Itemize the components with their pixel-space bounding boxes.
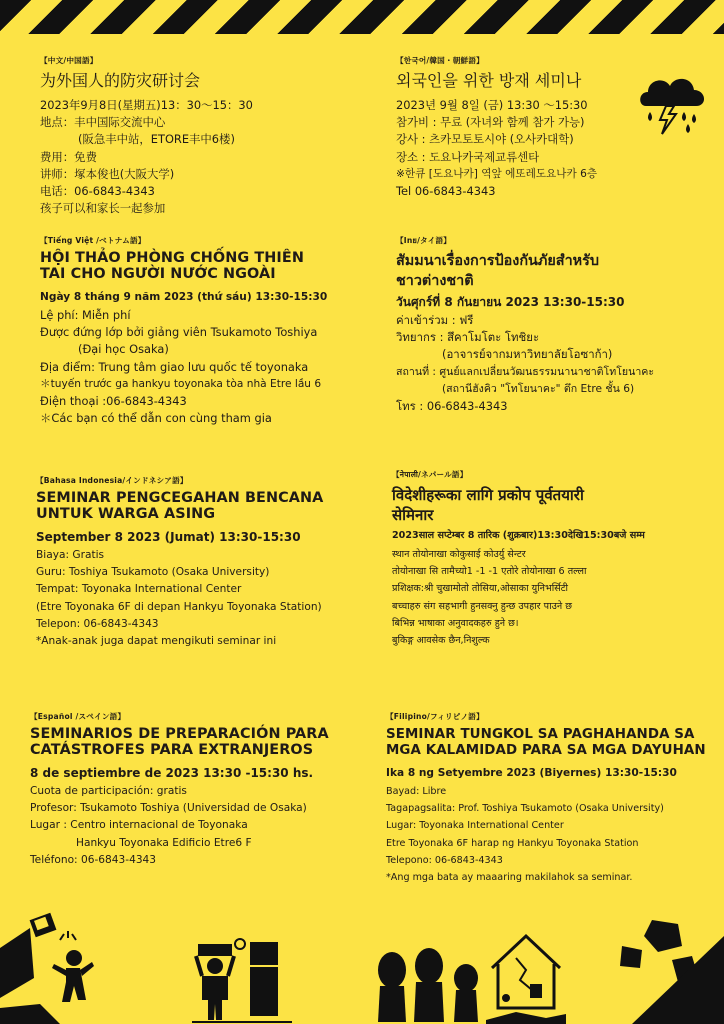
- section-spanish: [30, 712, 378, 869]
- section-filipino: [386, 712, 716, 886]
- event-datetime: September 8 2023 (Jumat) 13:30-15:30: [36, 530, 301, 544]
- section-indonesian: [36, 476, 376, 650]
- section-title-line-2: सेमिनार: [392, 506, 434, 524]
- phone-line: Teléfono: 06-6843-4343: [30, 853, 157, 866]
- children-note: *Anak-anak juga dapat mengikuti seminar ini: [36, 635, 277, 648]
- hazard-stripe-banner: [0, 0, 724, 34]
- venue-detail-line: ※한큐 [도요나카] 역앞 에또레도요나카 6층: [396, 167, 598, 180]
- venue-line: स्थान तोयोनाखा कोकुसाई कोउर्यु सेन्टर: [392, 549, 526, 560]
- venue-line: 장소 : 도요나카국제교류센타: [396, 149, 540, 164]
- earthquake-falling-objects-icon: [0, 908, 110, 1024]
- event-datetime: 2023年9月8日(星期五)13：30～15：30: [40, 98, 253, 112]
- section-vietnamese: [40, 236, 370, 427]
- venue-detail-line: (Etre Toyonaka 6F di depan Hankyu Toyonaka Station): [36, 600, 322, 613]
- venue-detail-line: (สถานีฮังคิว "โทโยนาคะ" ตึก Etre ชั้น 6): [442, 382, 635, 395]
- falling-rocks-icon: [612, 916, 724, 1024]
- venue-line: Địa điểm: Trung tâm giao lưu quốc tế toyonaka: [40, 359, 309, 374]
- fee-line: बुकिङ्ग आवसेक छैन,निशुल्क: [392, 635, 490, 647]
- address-line: तोयोनाखा सि तामैच्यो1 -1 -1 एतोरे तोयोनाखा 6 तल्ला: [392, 566, 587, 578]
- fee-line: Biaya: Gratis: [36, 549, 105, 561]
- phone-line: Telepono: 06-6843-4343: [386, 854, 503, 866]
- lecturer-line: Được đứng lớp bởi giảng viên Tsukamoto Toshiya: [40, 325, 318, 340]
- section-title-line-2: MGA KALAMIDAD PARA SA MGA DAYUHAN: [386, 742, 706, 758]
- event-datetime: 2023년 9월 8일 (금) 13:30 ～15:30: [396, 98, 588, 112]
- section-thai: [396, 236, 706, 415]
- lecturer-line: प्रशिक्षक:श्री चुखामोतो तोसिया,ओसाका युनिभर्सिटी: [392, 583, 569, 595]
- language-tag: 【Inย/タイ語】: [396, 236, 452, 245]
- fee-line: Cuota de participación: gratis: [30, 785, 187, 797]
- language-tag: 【Español /スペイン語】: [30, 712, 126, 721]
- phone-line: 电话：06-6843-4343: [40, 184, 155, 199]
- venue-line: Tempat: Toyonaka International Center: [36, 583, 242, 596]
- lecturer-detail-line: (Đại học Osaka): [78, 342, 169, 357]
- section-title-line-2: ชาวต่างชาติ: [396, 273, 474, 289]
- language-tag: 【Filipino/フィリピノ語】: [386, 712, 484, 721]
- fee-line: Lệ phí: Miễn phí: [40, 308, 131, 322]
- venue-detail-line: ＊tuyến trước ga hankyu toyonaka tòa nhà Etre lầu 6: [40, 377, 322, 390]
- language-tag: 【한국어/韓国・朝鮮語】: [396, 56, 484, 65]
- phone-line: Telepon: 06-6843-4343: [36, 617, 159, 630]
- lecturer-line: Profesor: Tsukamoto Toshiya (Universidad de Osaka): [30, 802, 307, 815]
- section-title-line-1: สัมมนาเรื่องการป้องกันภัยสำหรับ: [396, 253, 600, 269]
- section-title: 외국인을 위한 방재 세미나: [396, 71, 582, 90]
- event-datetime: 2023साल सप्टेम्बर 8 तारिक (शुक्रबार)13:30देखि15:30बजे सम्म: [392, 530, 645, 541]
- lecturer-line: วิทยากร : สึคาโมโตะ โทชิยะ: [396, 330, 540, 345]
- language-tag: 【中文/中国語】: [40, 56, 98, 65]
- fee-line: 참가비 : 무료 (자녀와 함께 참가 가능): [396, 115, 585, 130]
- children-note: ＊Các bạn có thể dẫn con cùng tham gia: [40, 411, 272, 426]
- section-title-line-1: SEMINAR PENGCEGAHAN BENCANA: [36, 490, 324, 506]
- phone-line: โทร : 06-6843-4343: [396, 399, 508, 414]
- section-title-line-2: UNTUK WARGA ASING: [36, 505, 216, 522]
- section-nepali: [392, 470, 714, 649]
- fee-line: ค่าเข้าร่วม : ฟรี: [396, 313, 474, 327]
- section-title-line-1: SEMINARIOS DE PREPARACIÓN PARA: [30, 726, 329, 742]
- section-title: 为外国人的防灾研讨会: [40, 71, 201, 90]
- language-tag: 【Tiếng Việt /ベトナム語】: [40, 236, 146, 245]
- venue-line: Lugar: Toyonaka International Center: [386, 820, 564, 832]
- phone-line: Tel 06-6843-4343: [396, 184, 496, 199]
- section-korean: [396, 56, 636, 200]
- lecturer-line: 강사 : 츠카모토토시야 (오사카대학): [396, 132, 574, 147]
- venue-detail-line: Etre Toyonaka 6F harap ng Hankyu Toyonaka Station: [386, 837, 639, 849]
- lecturer-line: 讲师：塚本俊也(大阪大学): [40, 166, 175, 181]
- fee-line: 费用：免费: [40, 149, 97, 164]
- event-datetime: วันศุกร์ที่ 8 กันยายน 2023 13:30-15:30: [396, 295, 625, 309]
- lecturer-detail-line: (อาจารย์จากมหาวิทยาลัยโอซาก้า): [442, 347, 613, 362]
- fee-line: Bayad: Libre: [386, 786, 447, 797]
- evacuation-carrying-person-icon: [192, 936, 292, 1024]
- children-note: 孩子可以和家长一起参加: [40, 201, 166, 216]
- section-title-line-1: SEMINAR TUNGKOL SA PAGHAHANDA SA: [386, 727, 695, 742]
- phone-line: Điện thoại :06-6843-4343: [40, 394, 187, 409]
- language-tag: 【नेपाली/ネパール語】: [392, 470, 468, 479]
- venue-line: 地点：丰中国际交流中心: [40, 115, 166, 130]
- venue-detail-line: Hankyu Toyonaka Edificio Etre6 F: [76, 836, 252, 849]
- section-title-line-1: HỘI THẢO PHÒNG CHỐNG THIÊN: [40, 250, 304, 266]
- event-datetime: Ika 8 ng Setyembre 2023 (Biyernes) 13:30-15:30: [386, 767, 677, 779]
- language-tag: 【Bahasa Indonesia/インドネシア語】: [36, 476, 188, 485]
- collapsed-house-icon: [486, 928, 566, 1024]
- section-title-line-1: विदेशीहरूका लागि प्रकोप पूर्वतयारी: [392, 486, 584, 504]
- section-title-line-2: TAI CHO NGƯỜI NƯỚC NGOÀI: [40, 265, 276, 282]
- section-chinese: [40, 56, 370, 217]
- section-title-line-2: CATÁSTROFES PARA EXTRANJEROS: [30, 741, 314, 758]
- venue-line: Lugar : Centro internacional de Toyonaka: [30, 819, 248, 832]
- venue-detail-line: (阪急丰中站，ETORE丰中6楼): [78, 132, 235, 147]
- storm-cloud-icon: [636, 70, 712, 140]
- event-datetime: Ngày 8 tháng 9 năm 2023 (thứ sáu) 13:30-15:30: [40, 291, 328, 303]
- family-evacuation-icon: [374, 948, 484, 1024]
- event-datetime: 8 de septiembre de 2023 13:30 -15:30 hs.: [30, 766, 314, 780]
- interpreter-note: बिभिन्न भाषाका अनुवादकहरु हुने छ।: [392, 617, 519, 629]
- children-note: बच्चाहरु संग सहभागी हुनसक्नु हुन्छ उपहार पाउने छ: [392, 600, 572, 612]
- lecturer-line: Guru: Toshiya Tsukamoto (Osaka University): [36, 566, 270, 579]
- lecturer-line: Tagapagsalita: Prof. Toshiya Tsukamoto (Osaka University): [386, 803, 664, 815]
- children-note: *Ang mga bata ay maaaring makilahok sa seminar.: [386, 872, 633, 884]
- venue-line: สถานที่ : ศูนย์แลกเปลี่ยนวัฒนธรรมนานาชาติโทโยนาคะ: [396, 365, 655, 378]
